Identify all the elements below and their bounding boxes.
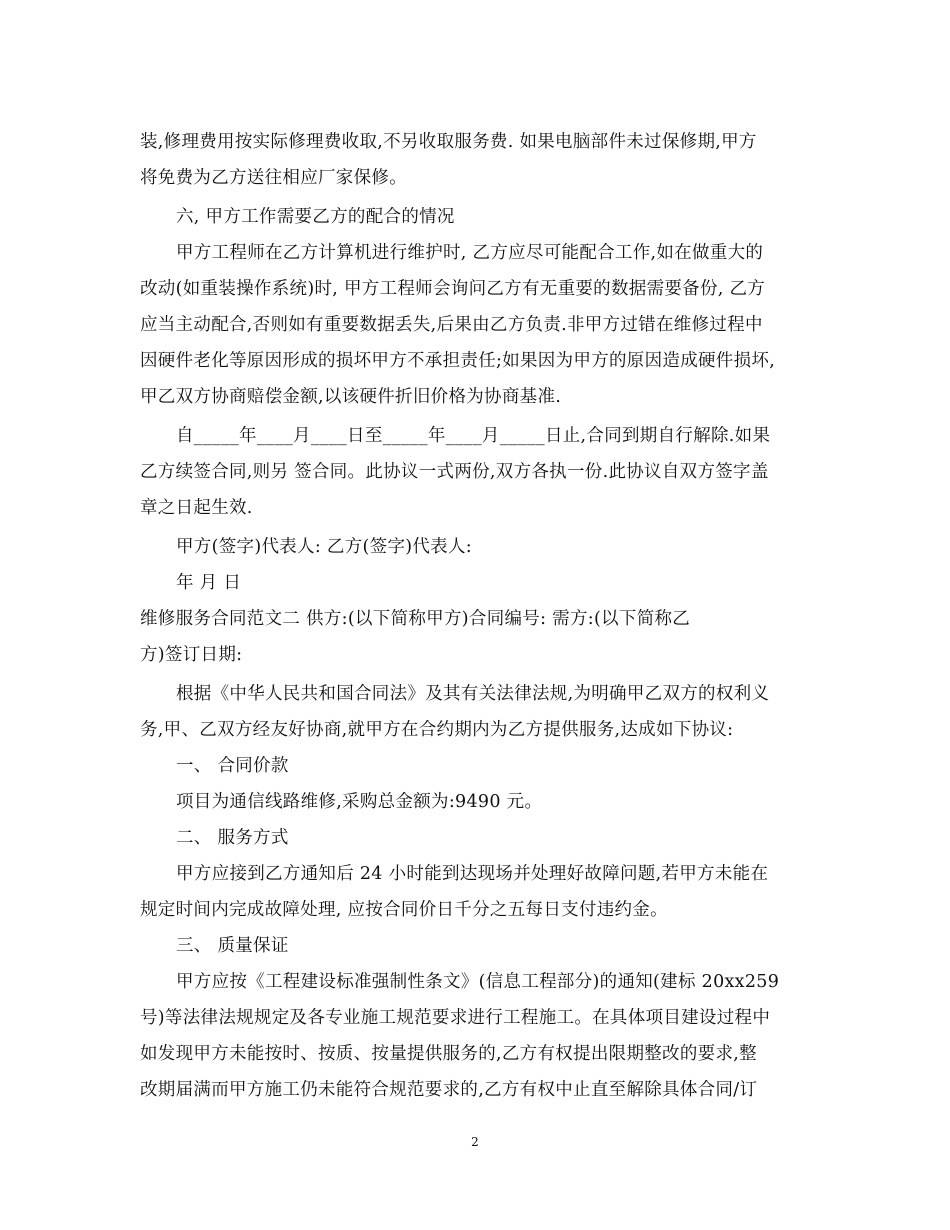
text-line: 号)等法律法规规定及各专业施工规范要求进行工程施工。在具体项目建设过程中 bbox=[140, 1008, 771, 1028]
section-heading: 一、 合同价款 bbox=[176, 756, 289, 776]
text-line: 根据《中华人民共和国合同法》及其有关法律法规,为明确甲乙双方的权利义 bbox=[176, 684, 770, 704]
text-line: 如发现甲方未能按时、按质、按量提供服务的,乙方有权提出限期整改的要求,整 bbox=[140, 1044, 757, 1064]
text-line: 改动(如重装操作系统)时, 甲方工程师会询问乙方有无重要的数据需要备份, 乙方 bbox=[140, 279, 766, 299]
text-line: 改期届满而甲方施工仍未能符合规范要求的,乙方有权中止直至解除具体合同/订 bbox=[140, 1080, 758, 1100]
text-line: 装,修理费用按实际修理费收取,不另收取服务费. 如果电脑部件未过保修期,甲方 bbox=[140, 132, 757, 152]
text-line: 乙方续签合同,则另 签合同。此协议一式两份,双方各执一份.此协议自双方签字盖 bbox=[140, 462, 769, 482]
section-heading: 三、 质量保证 bbox=[176, 936, 289, 956]
text-line: 甲方应接到乙方通知后 24 小时能到达现场并处理好故障问题,若甲方未能在 bbox=[176, 864, 769, 884]
text-line: 应当主动配合,否则如有重要数据丢失,后果由乙方负责.非甲方过错在维修过程中 bbox=[140, 315, 763, 335]
contract-title-line: 维修服务合同范文二 供方:(以下简称甲方)合同编号: 需方:(以下简称乙 bbox=[140, 609, 691, 629]
text-line: 自_____年____月____日至_____年____月_____日止,合同到期自行解除.如果 bbox=[176, 426, 771, 446]
text-line: 方)签订日期: bbox=[140, 645, 243, 665]
section-heading: 六, 甲方工作需要乙方的配合的情况 bbox=[176, 207, 455, 227]
text-line: 甲方工程师在乙方计算机进行维护时, 乙方应尽可能配合工作,如在做重大的 bbox=[176, 243, 764, 263]
page-number: 2 bbox=[471, 1135, 479, 1149]
text-line: 章之日起生效. bbox=[140, 498, 253, 518]
text-line: 规定时间内完成故障处理, 应按合同价日千分之五每日支付违约金。 bbox=[140, 900, 668, 920]
text-line: 甲乙双方协商赔偿金额,以该硬件折旧价格为协商基准. bbox=[140, 387, 562, 407]
text-line: 将免费为乙方送往相应厂家保修。 bbox=[140, 168, 407, 188]
text-line: 因硬件老化等原因形成的损坏甲方不承担责任;如果因为甲方的原因造成硬件损坏, bbox=[140, 351, 776, 371]
text-line: 务,甲、乙双方经友好协商,就甲方在合约期内为乙方提供服务,达成如下协议: bbox=[140, 720, 734, 740]
text-line: 项目为通信线路维修,采购总金额为:9490 元。 bbox=[176, 792, 543, 812]
section-heading: 二、 服务方式 bbox=[176, 828, 289, 848]
signature-line: 甲方(签字)代表人: 乙方(签字)代表人: bbox=[176, 537, 472, 557]
text-line: 甲方应按《工程建设标准强制性条文》(信息工程部分)的通知(建标 20xx259 bbox=[176, 972, 780, 992]
date-line: 年 月 日 bbox=[176, 573, 242, 593]
